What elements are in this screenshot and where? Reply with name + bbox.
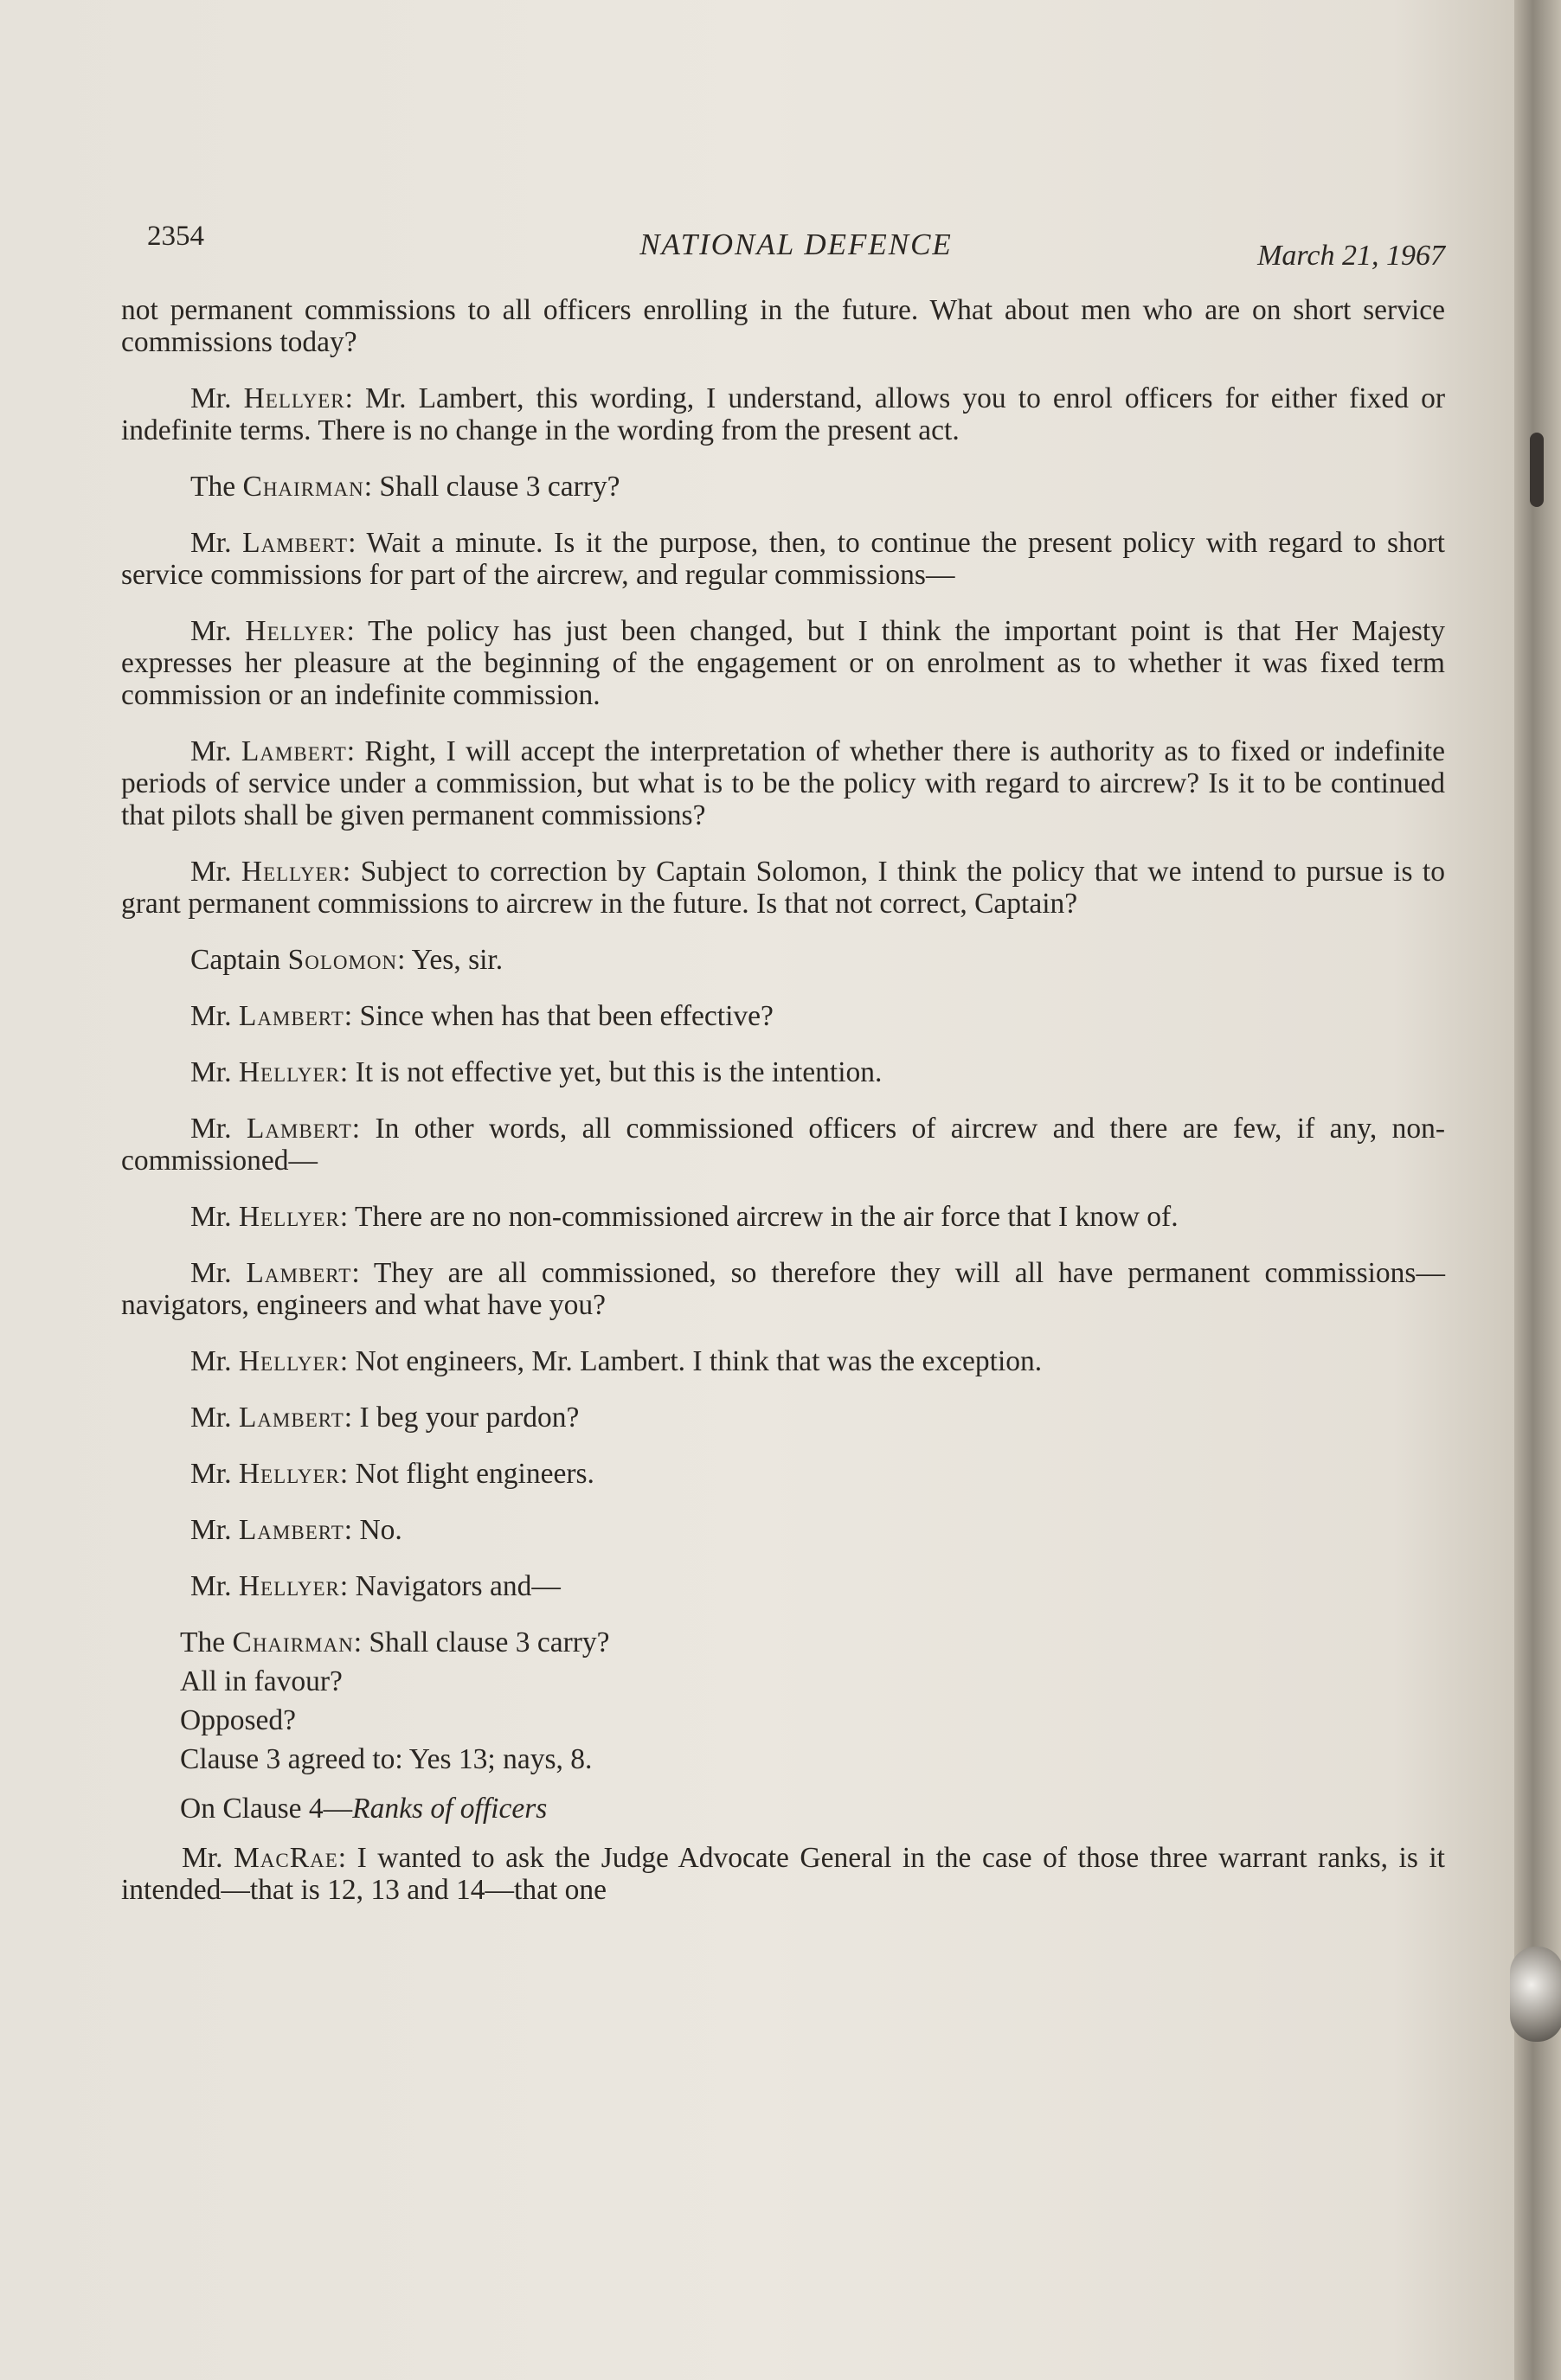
speaker-name: Hellyer: [238, 1345, 340, 1377]
speaker-name: Chairman: [232, 1626, 354, 1658]
paragraph: The Chairman: Shall clause 3 carry?: [180, 1626, 610, 1658]
paragraph: Mr. Hellyer: The policy has just been changed, but I think the important point is that Her Majesty expresses her pleasure at the beginning of the engagement or on enrolment as to whether it was fixed term commission or an indefinite commission.: [121, 615, 1445, 711]
speaker-name: Hellyer: [238, 1056, 340, 1088]
speaker-name: Chairman: [242, 471, 364, 503]
paragraph: Mr. Lambert: Since when has that been effective?: [190, 1000, 774, 1032]
header-date: March 21, 1967: [1257, 240, 1445, 272]
paragraph: not permanent commissions to all officers enrolling in the future. What about men who are on short service commissions today?: [121, 294, 1445, 358]
paragraph: Captain Solomon: Yes, sir.: [190, 944, 504, 976]
running-title: NATIONAL DEFENCE: [639, 228, 953, 261]
page-header: [147, 221, 1445, 273]
paragraph: Mr. Hellyer: Not engineers, Mr. Lambert. I think that was the exception.: [190, 1345, 1043, 1377]
paragraph: Mr. Lambert: No.: [190, 1514, 402, 1546]
speaker-name: Lambert: [238, 1514, 344, 1546]
paragraph: Mr. Lambert: Right, I will accept the interpretation of whether there is authority as to fixed or indefinite periods of service under a commission, but what is to be the policy with regard to aircrew? Is it to be continued that pilots shall be given permanent commissions?: [121, 735, 1445, 831]
speaker-name: Lambert: [246, 1113, 352, 1145]
speaker-name: Lambert: [246, 1257, 352, 1289]
paragraph: Mr. Hellyer: There are no non-commissioned aircrew in the air force that I know of.: [190, 1201, 1179, 1233]
paragraph: Mr. Hellyer: Mr. Lambert, this wording, I understand, allows you to enrol officers for either fixed or indefinite terms. There is no change in the wording from the present act.: [121, 382, 1445, 446]
paragraph: Mr. Hellyer: Subject to correction by Captain Solomon, I think the policy that we intend to pursue is to grant permanent commissions to aircrew in the future. Is that not correct, Captain?: [121, 856, 1445, 920]
speaker-name: Lambert: [238, 1402, 344, 1434]
paragraph: Mr. Hellyer: Not flight engineers.: [190, 1458, 594, 1490]
binding-tab: [1530, 433, 1544, 507]
page-number: 2354: [147, 221, 204, 252]
paragraph: Mr. Lambert: They are all commissioned, so therefore they will all have permanent commissions—navigators, engineers and what have you?: [121, 1257, 1445, 1321]
speaker-name: Hellyer: [245, 615, 347, 647]
binder-clip: [1510, 1947, 1561, 2042]
speaker-name: Solomon: [287, 944, 398, 976]
paragraph: Mr. Lambert: Wait a minute. Is it the purpose, then, to continue the present policy with regard to short service commissions for part of the aircrew, and regular commissions—: [121, 527, 1445, 591]
paragraph: Mr. Lambert: I beg your pardon?: [190, 1402, 580, 1434]
speaker-name: Lambert: [242, 527, 349, 559]
speaker-name: Hellyer: [243, 382, 345, 414]
speaker-name: Hellyer: [238, 1570, 340, 1602]
speaker-name: MacRae: [234, 1842, 338, 1874]
paragraph: The Chairman: Shall clause 3 carry?: [190, 471, 620, 503]
paragraph: Mr. Hellyer: It is not effective yet, but this is the intention.: [190, 1056, 883, 1088]
speaker-name: Lambert: [241, 735, 347, 767]
paragraph: Mr. MacRae: I wanted to ask the Judge Advocate General in the case of those three warrant ranks, is it intended—that is 12, 13 and 14—that one: [121, 1842, 1445, 1906]
speaker-name: Hellyer: [241, 856, 343, 888]
vote-line: All in favour?: [180, 1665, 343, 1697]
paragraph: Mr. Hellyer: Navigators and—: [190, 1570, 561, 1602]
clause-heading: On Clause 4—Ranks of officers: [180, 1793, 548, 1825]
vote-line: Clause 3 agreed to: Yes 13; nays, 8.: [180, 1743, 593, 1775]
vote-line: Opposed?: [180, 1704, 296, 1736]
paragraph: Mr. Lambert: In other words, all commissioned officers of aircrew and there are few, if any, non-commissioned—: [121, 1113, 1445, 1177]
speaker-name: Hellyer: [238, 1458, 340, 1490]
transcript-body: [121, 294, 1445, 1930]
clause-title: Ranks of officers: [352, 1793, 548, 1825]
speaker-name: Lambert: [238, 1000, 344, 1032]
speaker-name: Hellyer: [238, 1201, 340, 1233]
